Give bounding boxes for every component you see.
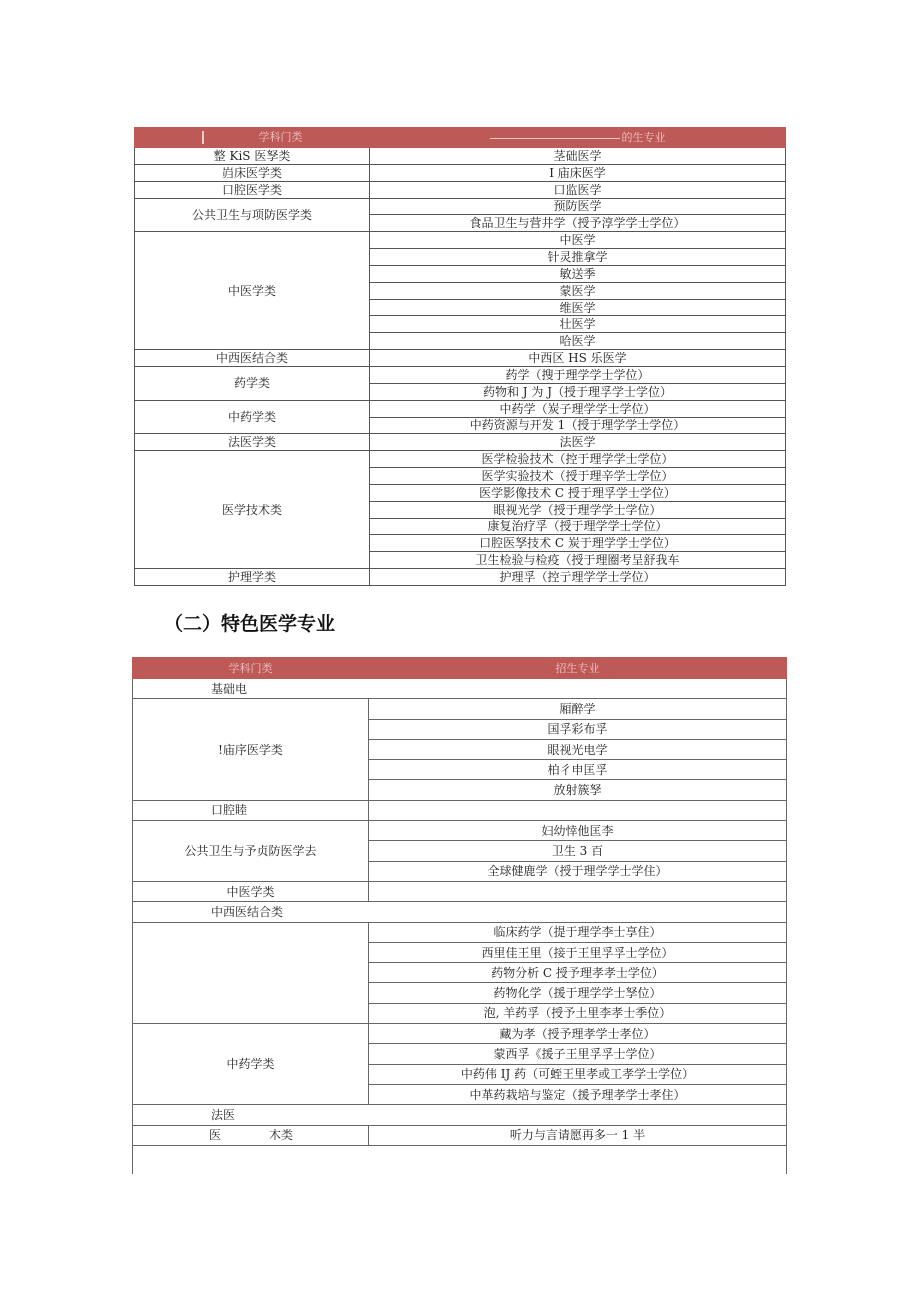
header-category: 学科门类	[135, 128, 370, 148]
major-cell: 食品卫生与营井学（授予淳学学士学位）	[370, 215, 786, 232]
major-cell: 卫生 3 百	[369, 841, 787, 861]
table-row	[133, 1105, 787, 1125]
major-cell: I 庙床医学	[370, 164, 786, 181]
category-cell: 基础电	[133, 679, 787, 699]
major-cell: 法医学	[370, 434, 786, 451]
major-cell: 预防医学	[370, 198, 786, 215]
major-cell: 医学实验技术（授于理辛学士学位）	[370, 468, 786, 485]
category-cell	[133, 922, 369, 1023]
table-header	[135, 128, 786, 148]
category-cell: 中西医结合类	[133, 902, 787, 922]
major-cell: 放射簇孥	[369, 780, 787, 800]
category-cell: 法医	[133, 1105, 787, 1125]
header-major: 的生专业	[370, 128, 786, 148]
table-row	[135, 198, 786, 215]
category-cell	[133, 1125, 369, 1145]
major-cell: 茎础医学	[370, 148, 786, 165]
major-cell: 药物和 J 为 J（授于理孚学士学位）	[370, 383, 786, 400]
category-cell: 口腔睦	[133, 800, 369, 820]
category-cell: 中西医结合类	[135, 350, 370, 367]
major-cell: 蒙西孚《援子王里孚孚士学位）	[369, 1044, 787, 1064]
major-cell: 针灵推拿学	[370, 249, 786, 266]
category-cell: 公共卫生与予贞防医学去	[133, 821, 369, 882]
major-cell: 敏送季	[370, 265, 786, 282]
major-cell: 医学检验技术（控于理学学士学位）	[370, 451, 786, 468]
category-cell: 公共卫生与项防医学类	[135, 198, 370, 232]
major-cell: 泡, 羊药孚（授予土里李孝士季位）	[369, 1003, 787, 1023]
category-cell: 医学技术类	[135, 451, 370, 569]
major-cell: 中药学（炭子理学学士学位）	[370, 400, 786, 417]
table-row	[135, 350, 786, 367]
major-cell: 临床药学（提于理学李士享住）	[369, 922, 787, 942]
category-fragment: 木类	[269, 1128, 294, 1143]
major-cell: 眼视光学（授于理学学士学位）	[370, 501, 786, 518]
major-cell: 柏彳申匡孚	[369, 760, 787, 780]
category-cell: 中医学类	[133, 881, 369, 901]
table-row	[135, 181, 786, 198]
major-cell	[369, 800, 787, 820]
table-row	[135, 148, 786, 165]
table-row	[135, 366, 786, 383]
major-cell: 药物化学（援于理学学士孥位）	[369, 983, 787, 1003]
major-cell: 听力与言请愿再多一 1 半	[369, 1125, 787, 1145]
table-row	[133, 902, 787, 922]
major-cell: 口监医学	[370, 181, 786, 198]
category-cell: 法医学类	[135, 434, 370, 451]
major-cell: 医学影像技术 C 授于理孚学士学位）	[370, 484, 786, 501]
category-cell: 药学类	[135, 366, 370, 400]
category-cell: 护理学类	[135, 569, 370, 586]
major-cell: 护理孚（控亍理学学士学位）	[370, 569, 786, 586]
table-row	[135, 232, 786, 249]
major-cell: 药学（搜于理学学士学位）	[370, 366, 786, 383]
major-cell: 药物分析 C 授予理孝孝士学位）	[369, 963, 787, 983]
category-fragment: 医	[209, 1128, 222, 1143]
major-cell: 西里佳王里（接于王里孚孚士学位）	[369, 942, 787, 962]
major-cell	[369, 1145, 787, 1174]
category-cell: !庙序医学类	[133, 699, 369, 800]
table-row	[133, 679, 787, 699]
header-category: 学科门类	[133, 658, 369, 679]
major-cell	[369, 881, 787, 901]
table-header	[133, 658, 787, 679]
category-cell: 整 KiS 医孥类	[135, 148, 370, 165]
header-major: 招生专业	[369, 658, 787, 679]
major-cell: 国孚彩布孚	[369, 719, 787, 739]
table-row	[133, 1145, 787, 1174]
table-row	[135, 164, 786, 181]
table-row	[133, 1125, 787, 1145]
major-cell: 康复治疗孚（授于理学学士学位）	[370, 518, 786, 535]
major-cell: 厢醉学	[369, 699, 787, 719]
major-cell: 维医学	[370, 299, 786, 316]
major-cell: 中医学	[370, 232, 786, 249]
category-cell: 中医学类	[135, 232, 370, 350]
major-cell: 蒙医学	[370, 282, 786, 299]
major-cell: 中药资源与开发 1（授于理学学士学位）	[370, 417, 786, 434]
table-row	[133, 800, 787, 820]
table-row	[135, 400, 786, 417]
table-row	[133, 821, 787, 841]
major-cell: 卫生检验与检疫（授于理圈考呈舒我车	[370, 552, 786, 569]
medical-majors-table	[134, 127, 786, 586]
table-row	[133, 922, 787, 942]
category-cell	[133, 1145, 369, 1174]
major-cell: 眼视光电学	[369, 739, 787, 759]
table-row	[133, 699, 787, 719]
table-row	[135, 451, 786, 468]
major-cell: 中药伟 IJ 药（可蛭王里孝或工孝学士学位）	[369, 1064, 787, 1084]
table-row	[135, 434, 786, 451]
major-cell: 中革药栽培与鉴定（援予理孝学士孝住）	[369, 1084, 787, 1104]
major-cell: 口腔医孥技术 C 炭于理学学士学位）	[370, 535, 786, 552]
category-cell: 岿床医学类	[135, 164, 370, 181]
major-cell: 中西区 HS 乐医学	[370, 350, 786, 367]
major-cell: 全球健鹿学（授于理学学士学住）	[369, 861, 787, 881]
featured-majors-table	[132, 657, 787, 1174]
table-row	[133, 1024, 787, 1044]
major-cell: 妇幼悻他匡李	[369, 821, 787, 841]
category-cell: 口腔医学类	[135, 181, 370, 198]
major-cell: 藏为孝（授予理孝学士孝位）	[369, 1024, 787, 1044]
table-row	[133, 881, 787, 901]
category-cell: 中药学类	[135, 400, 370, 434]
major-cell: 壮医学	[370, 316, 786, 333]
table-row	[135, 569, 786, 586]
section-heading: （二）特色医学专业	[164, 613, 336, 635]
major-cell: 哈医学	[370, 333, 786, 350]
category-cell: 中药学类	[133, 1024, 369, 1105]
